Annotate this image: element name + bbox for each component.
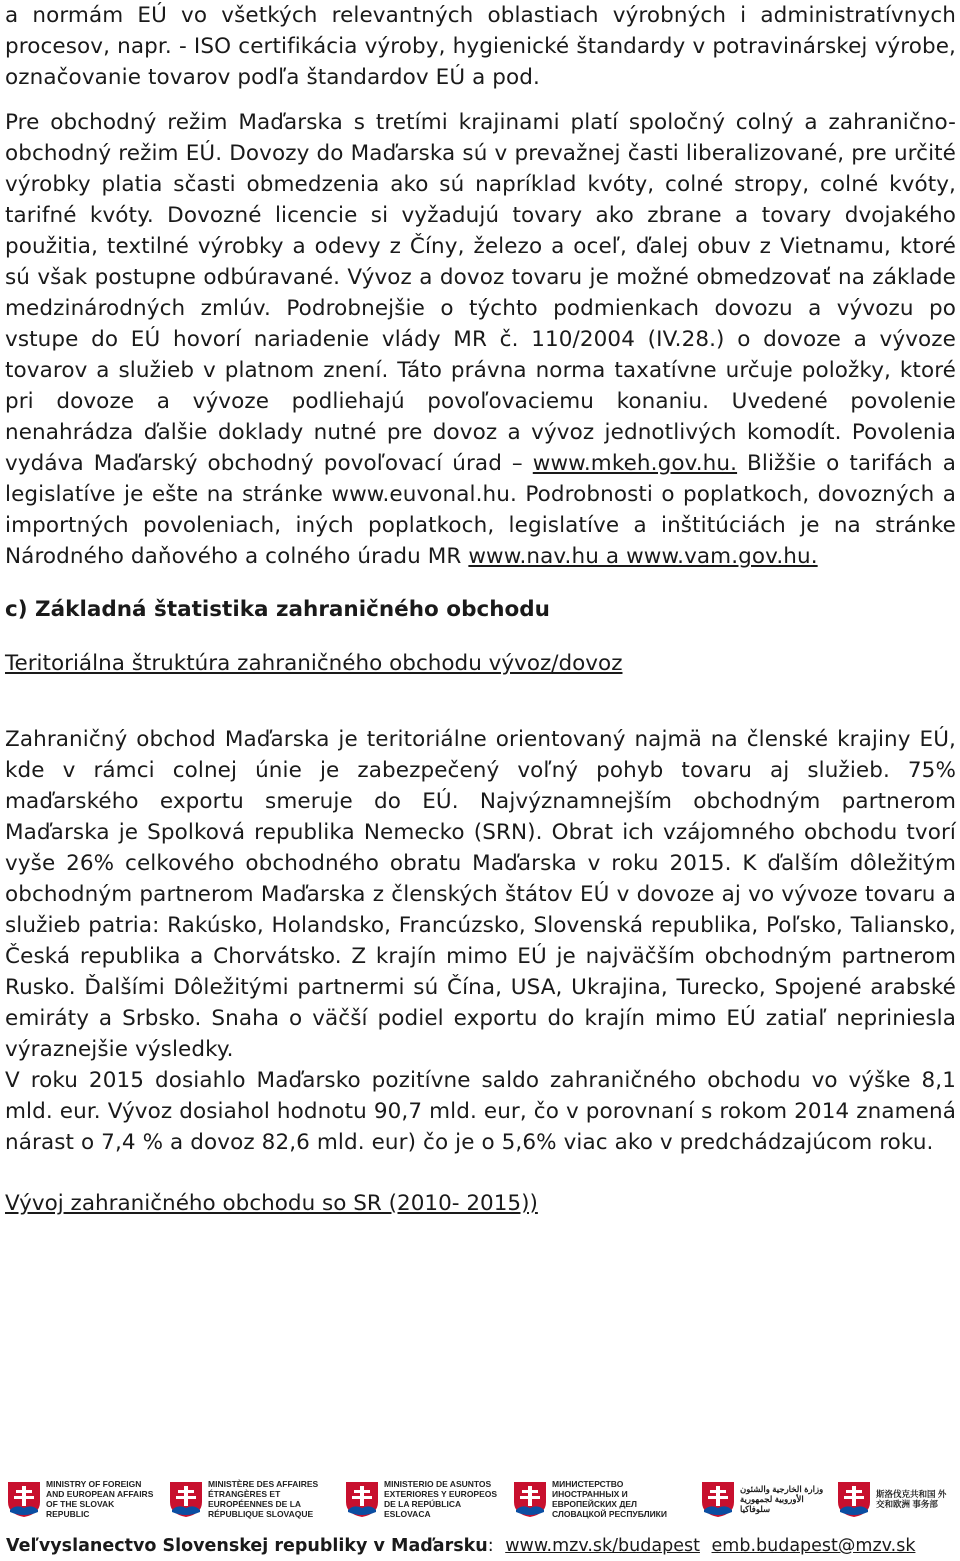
nav-vam-link[interactable]: www.nav.hu a www.vam.gov.hu.: [468, 544, 818, 569]
paragraph-3-text: Zahraničný obchod Maďarska je teritoriálne orientovaný najmä na členské krajiny EÚ, kde v rámci colnej únie je zabezpečený voľný pohyb tovaru aj služieb. 75% maďarského exportu smeruje do EÚ. Najvýznamnejším obchodným partnerom Maďarska je Spolková republika Nemecko (SRN). Obrat ich vzájomného obchodu tvorí vyše 26% celkového obchodného obratu Maďarska v roku 2015. K ďalším dôležitým obchodným partnerom Maďarska z členských štátov EÚ v dovoze aj vo vývoze tovaru a služieb patria: Rakúsko, Holandsko, Francúzsko, Slovenská republika, Poľsko, Taliansko, Česká republika a Chorvátsko. Z krajín mimo EÚ je najväčším obchodným partnerom Rusko. Ďalšími Dôležitými partnermi sú Čína, USA, Ukrajina, Turecko, Spojené arabské emiráty a Srbsko. Snaha o väčší podiel exportu do krajín mimo EÚ zatiaľ nepriniesla výraznejšie výsledky.: [5, 727, 956, 1062]
logo-russian-text: МИНИСТЕРСТВО ИНОСТРАННЫХ И ЕВРОПЕЙСКИХ ДЕЛ СЛОВАЦКОЙ РЕСПУБЛИКИ: [552, 1479, 667, 1519]
footer-email-link[interactable]: emb.budapest@mzv.sk: [711, 1536, 916, 1556]
logo-russian: [512, 1478, 692, 1520]
document-page: [5, 0, 956, 1219]
slovak-cross-icon: [168, 1480, 204, 1518]
paragraph-1: [5, 0, 956, 93]
mkeh-link[interactable]: www.mkeh.gov.hu.: [532, 451, 738, 476]
footer-web-link[interactable]: www.mzv.sk/budapest: [505, 1536, 700, 1556]
paragraph-1-text: a normám EÚ vo všetkých relevantných oblastiach výrobných i administratívnych procesov, napr. - ISO certifikácia výroby, hygienické štandardy v potravinárskej výrobe, označovanie tovarov podľa štandardov EÚ a pod.: [5, 3, 956, 90]
footer-colon: :: [487, 1536, 494, 1556]
slovak-cross-icon: [836, 1480, 872, 1518]
logo-arabic-text: وزارة الخارجية والشئون الأوروبية لجمهورية سلوفاكيا: [740, 1484, 824, 1514]
logo-arabic: [700, 1478, 828, 1520]
logo-french-text: MINISTÈRE DES AFFAIRES ÉTRANGÈRES ET EUROPÉENNES DE LA RÉPUBLIQUE SLOVAQUE: [208, 1479, 319, 1519]
slovak-cross-icon: [6, 1480, 42, 1518]
paragraph-2: [5, 107, 956, 572]
logo-english: [6, 1478, 156, 1520]
subheading-territorial-structure: Teritoriálna štruktúra zahraničného obchodu vývoz/dovoz: [5, 651, 623, 676]
paragraph-2-text-b: Bližšie o tarifách a legislatíve je ešte na stránke www.euvonal.hu. Podrobnosti o poplatkoch, dovozných a importných povoleniach, iných poplatkoch, legislatíve a inštitúciách je na stránke Národného daňového a colného úradu MR: [5, 451, 957, 569]
logo-english-text: MINISTRY OF FOREIGN AND EUROPEAN AFFAIRS OF THE SLOVAK REPUBLIC: [46, 1479, 154, 1519]
slovak-cross-icon: [512, 1480, 548, 1518]
section-heading-c: c) Základná štatistika zahraničného obchodu: [5, 597, 550, 622]
logo-french: [168, 1478, 338, 1520]
paragraph-2-text-a: Pre obchodný režim Maďarska s tretími krajinami platí spoločný colný a zahranično-obchodný režim EÚ. Dovozy do Maďarska sú v prevažnej časti liberalizované, pre určité výrobky platia sčasti obmedzenia ako sú napríklad kvóty, colné stropy, colné kvóty, tarifné kvóty. Dovozné licencie si vyžadujú tovary ako zbrane a tovary dvojakého použitia, textilné výrobky a odevy z Číny, železo a oceľ, ďalej obuv z Vietnamu, ktoré sú však postupne odbúravané. Vývoz a dovoz tovaru je možné obmedzovať na základe medzinárodných zmlúv. Podrobnejšie o týchto podmienkach dovozu a vývozu po vstupe do EÚ hovorí nariadenie vlády MR č. 110/2004 (IV.28.) o dovoze a vývoze tovarov a služieb v platnom znení. Táto právna norma taxatívne určuje položky, ktoré pri dovoze a vývoze podliehajú povoľovaciemu konaniu. Uvedené povolenie nenahrádza ďalšie doklady nutné pre dovoz a vývoz jednotlivých komodít. Povolenia vydáva Maďarský obchodný povoľovací úrad –: [5, 110, 956, 476]
footer-org-name: Veľvyslanectvo Slovenskej republiky v Maďarsku: [6, 1536, 488, 1556]
footer-logos: [0, 1478, 960, 1523]
paragraph-3: [5, 724, 956, 1065]
logo-spanish-text: MINISTERIO DE ASUNTOS EXTERIORES Y EUROPEOS DE LA REPÚBLICA ESLOVACA: [384, 1479, 498, 1519]
subheading-trade-with-sr: Vývoj zahraničného obchodu so SR (2010- 2015)): [5, 1191, 538, 1216]
paragraph-4-text: V roku 2015 dosiahlo Maďarsko pozitívne saldo zahraničného obchodu vo výške 8,1 mld. eur. Vývoz dosiahol hodnotu 90,7 mld. eur, čo v porovnaní s rokom 2014 znamená nárast o 7,4 % a dovoz 82,6 mld. eur) čo je o 5,6% viac ako v predchádzajúcom roku.: [5, 1068, 956, 1155]
paragraph-4: [5, 1065, 956, 1158]
footer-contact: [0, 1534, 960, 1558]
slovak-cross-icon: [344, 1480, 380, 1518]
slovak-cross-icon: [700, 1480, 736, 1518]
logo-chinese: [836, 1478, 954, 1520]
logo-spanish: [344, 1478, 504, 1520]
logo-chinese-text: 斯洛伐克共和国 外交和欧洲 事务部: [876, 1489, 947, 1509]
